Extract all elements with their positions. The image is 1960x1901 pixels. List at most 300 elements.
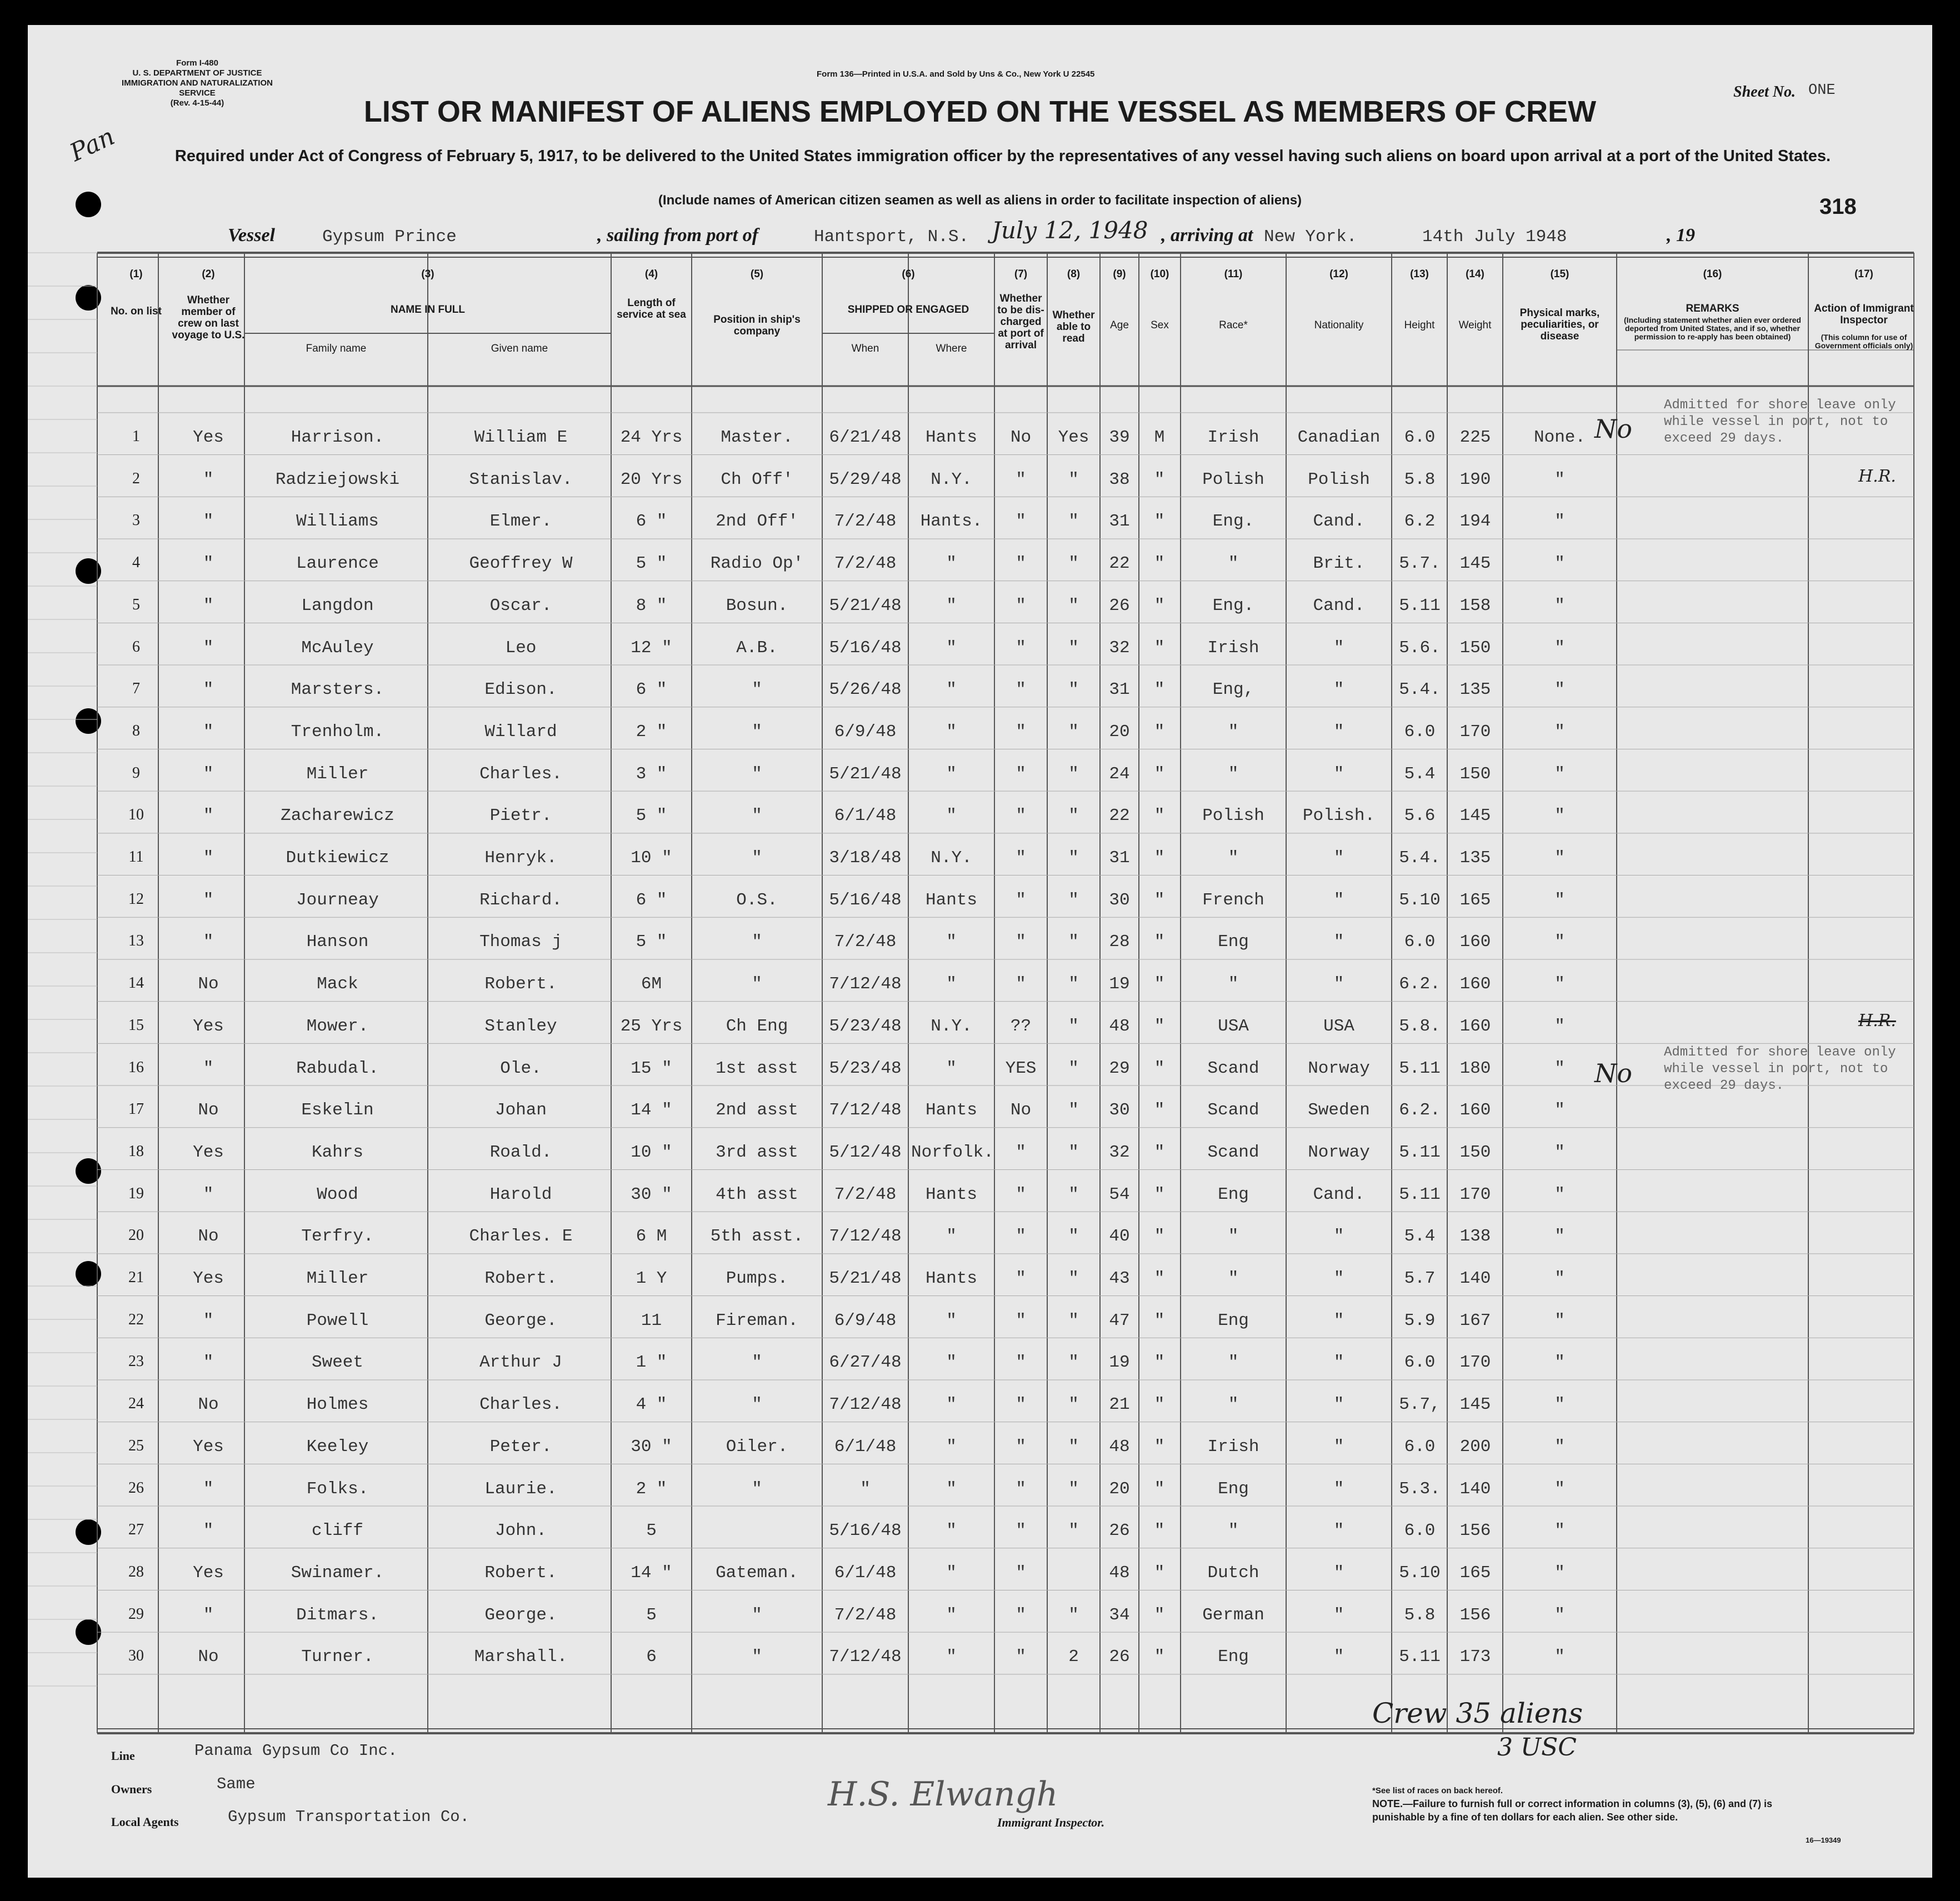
cell-age: 31 <box>1109 848 1130 868</box>
cell-given: Robert. <box>484 1269 557 1288</box>
cell-position: " <box>752 1395 762 1415</box>
inspector-initials: H.R. <box>1858 467 1896 486</box>
cell-nat: " <box>1333 890 1344 910</box>
cell-weight: 135 <box>1459 680 1491 700</box>
cell-nat: Norway <box>1308 1058 1370 1078</box>
cell-when: 5/16/48 <box>829 890 902 910</box>
cell-no: 25 <box>128 1437 144 1454</box>
cell-prev: " <box>203 554 214 574</box>
cell-disch: " <box>1016 1605 1026 1625</box>
cell-prev: " <box>203 1184 214 1204</box>
cell-prev: Yes <box>193 1269 224 1288</box>
col-read: Whether able to read <box>1052 309 1095 344</box>
cell-race: Eng <box>1218 932 1249 952</box>
cell-read: " <box>1068 1605 1079 1625</box>
col-num: (12) <box>1329 268 1348 280</box>
cell-read: " <box>1068 469 1079 489</box>
cell-prev: " <box>203 1521 214 1541</box>
col-num: (16) <box>1703 268 1722 280</box>
cell-no: 13 <box>128 932 144 950</box>
line-value: Panama Gypsum Co Inc. <box>194 1742 398 1760</box>
cell-disch: " <box>1016 890 1026 910</box>
cell-no: 10 <box>128 806 144 824</box>
cell-where: " <box>946 1353 957 1373</box>
col-remarks-sub: (Including statement whether alien ever ordered deported from United States, and if so, whether permission to re-apply has been obtained) <box>1624 316 1801 341</box>
cell-race: Irish <box>1207 638 1259 658</box>
col-num: (4) <box>644 268 658 280</box>
cell-family: Swinamer. <box>291 1563 384 1583</box>
cell-marks: " <box>1554 596 1565 616</box>
cell-nat: " <box>1333 722 1344 742</box>
cell-disch: " <box>1016 848 1026 868</box>
cell-nat: " <box>1333 1395 1344 1415</box>
cell-family: Marsters. <box>291 680 384 700</box>
cell-weight: 145 <box>1459 1395 1491 1415</box>
cell-position: " <box>752 722 762 742</box>
cell-weight: 140 <box>1459 1269 1491 1288</box>
cell-given: Pietr. <box>489 806 552 826</box>
cell-sex: " <box>1154 806 1165 826</box>
cell-no: 30 <box>128 1647 144 1665</box>
cell-prev: Yes <box>193 1142 224 1162</box>
cell-sex: " <box>1154 1184 1165 1204</box>
cell-prev: " <box>203 1353 214 1373</box>
cell-given: Stanley <box>484 1016 557 1036</box>
cell-disch: " <box>1016 512 1026 532</box>
cell-race: " <box>1228 1269 1239 1288</box>
revision: (Rev. 4-15-44) <box>170 98 224 108</box>
cell-height: 5.11 <box>1399 1647 1441 1667</box>
cell-prev: " <box>203 932 214 952</box>
cell-height: 6.2. <box>1399 974 1441 994</box>
cell-age: 26 <box>1109 1647 1130 1667</box>
cell-given: William E <box>474 428 568 447</box>
cell-where: " <box>946 764 957 784</box>
cell-race: " <box>1228 1227 1239 1247</box>
cell-when: 5/29/48 <box>829 469 902 489</box>
cell-age: 21 <box>1109 1395 1130 1415</box>
cell-when: 5/12/48 <box>829 1142 902 1162</box>
cell-sex: " <box>1154 1647 1165 1667</box>
cell-service: 12 " <box>631 638 672 658</box>
cell-no: 4 <box>132 554 140 572</box>
cell-given: George. <box>484 1310 557 1330</box>
col-num: (9) <box>1113 268 1126 280</box>
cell-nat: " <box>1333 1647 1344 1667</box>
sheet-number: ONE <box>1808 82 1836 99</box>
col-shipped: SHIPPED OR ENGAGED <box>847 304 969 316</box>
cell-service: 2 " <box>636 722 667 742</box>
cell-no: 14 <box>128 974 144 992</box>
crew-note-2: 3 USC <box>1497 1733 1577 1762</box>
cell-given: Robert. <box>484 1563 557 1583</box>
cell-family: Langdon <box>301 596 374 616</box>
cell-sex: " <box>1154 974 1165 994</box>
cell-when: 6/27/48 <box>829 1353 902 1373</box>
cell-prev: No <box>198 1227 219 1247</box>
cell-when: 6/21/48 <box>829 428 902 447</box>
cell-prev: " <box>203 469 214 489</box>
cell-prev: No <box>198 1100 219 1120</box>
cell-given: Robert. <box>484 974 557 994</box>
cell-weight: 170 <box>1459 722 1491 742</box>
col-num: (17) <box>1854 268 1873 280</box>
cell-family: Terfry. <box>301 1227 374 1247</box>
cell-age: 48 <box>1109 1016 1130 1036</box>
cell-where: " <box>946 806 957 826</box>
cell-height: 5.6 <box>1404 806 1436 826</box>
cell-weight: 150 <box>1459 1142 1491 1162</box>
cell-nat: USA <box>1323 1016 1354 1036</box>
cell-sex: " <box>1154 1605 1165 1625</box>
cell-marks: " <box>1554 1058 1565 1078</box>
cell-when: 5/21/48 <box>829 1269 902 1288</box>
cell-service: 5 <box>646 1521 657 1541</box>
cell-no: 21 <box>128 1269 144 1286</box>
cell-read: " <box>1068 722 1079 742</box>
cell-age: 24 <box>1109 764 1130 784</box>
col-nationality: Nationality <box>1314 319 1364 331</box>
cell-service: 10 " <box>631 1142 672 1162</box>
cell-weight: 165 <box>1459 890 1491 910</box>
cell-sex: " <box>1154 1353 1165 1373</box>
cell-given: Roald. <box>489 1142 552 1162</box>
cell-family: Mack <box>317 974 358 994</box>
print-code: 16—19349 <box>1806 1836 1841 1844</box>
department: U. S. DEPARTMENT OF JUSTICE <box>132 68 262 78</box>
cell-service: 6 " <box>636 890 667 910</box>
cell-nat: Norway <box>1308 1142 1370 1162</box>
cell-sex: " <box>1154 890 1165 910</box>
cell-read: " <box>1068 1100 1079 1120</box>
inspector-label: Immigrant Inspector. <box>997 1815 1105 1829</box>
cell-weight: 150 <box>1459 764 1491 784</box>
cell-no: 29 <box>128 1605 144 1623</box>
cell-read: " <box>1068 1016 1079 1036</box>
cell-height: 6.2 <box>1404 512 1436 532</box>
cell-sex: " <box>1154 1100 1165 1120</box>
col-physical-marks: Physical marks, peculiarities, or disease <box>1519 307 1600 342</box>
cell-age: 30 <box>1109 890 1130 910</box>
cell-where: " <box>946 722 957 742</box>
cell-prev: " <box>203 1310 214 1330</box>
cell-race: Eng <box>1218 1184 1249 1204</box>
cell-service: 6 <box>646 1647 657 1667</box>
cell-nat: Canadian <box>1297 428 1381 447</box>
cell-family: cliff <box>311 1521 363 1541</box>
cell-read: " <box>1068 848 1079 868</box>
cell-read: " <box>1068 1142 1079 1162</box>
cell-where: " <box>946 1647 957 1667</box>
col-family-name: Family name <box>306 343 367 354</box>
cell-when: 5/26/48 <box>829 680 902 700</box>
cell-service: 11 <box>641 1310 662 1330</box>
cell-family: Trenholm. <box>291 722 384 742</box>
cell-height: 5.10 <box>1399 1563 1441 1583</box>
col-num: (6) <box>902 268 915 280</box>
cell-height: 5.11 <box>1399 596 1441 616</box>
cell-given: Johan <box>494 1100 547 1120</box>
cell-read: " <box>1068 806 1079 826</box>
cell-marks: " <box>1554 1016 1565 1036</box>
cell-nat: Polish. <box>1302 806 1376 826</box>
cell-nat: Cand. <box>1313 512 1365 532</box>
cell-nat: " <box>1333 932 1344 952</box>
cell-family: Radziejowski <box>275 469 400 489</box>
cell-when: 5/23/48 <box>829 1058 902 1078</box>
cell-when: 5/16/48 <box>829 1521 902 1541</box>
cell-nat: " <box>1333 1563 1344 1583</box>
cell-marks: " <box>1554 1563 1565 1583</box>
page-title: LIST OR MANIFEST OF ALIENS EMPLOYED ON THE VESSEL AS MEMBERS OF CREW <box>363 95 1597 128</box>
remark-mark-1: No <box>1594 414 1632 444</box>
col-action-sub: (This column for use of Government officials only) <box>1814 333 1913 350</box>
cell-weight: 156 <box>1459 1605 1491 1625</box>
cell-nat: " <box>1333 638 1344 658</box>
cell-prev: " <box>203 1479 214 1499</box>
inspector-signature: H.S. Elwangh <box>828 1775 1058 1814</box>
cell-given: Henryk. <box>484 848 557 868</box>
cell-age: 19 <box>1109 974 1130 994</box>
cell-position: Pumps. <box>726 1269 788 1288</box>
cell-position: " <box>752 680 762 700</box>
cell-where: Hants <box>925 428 977 447</box>
cell-disch: " <box>1016 680 1026 700</box>
form-number: Form I-480 <box>176 58 218 68</box>
owners-value: Same <box>217 1775 256 1793</box>
cell-marks: " <box>1554 680 1565 700</box>
cell-nat: " <box>1333 1227 1344 1247</box>
cell-sex: " <box>1154 1310 1165 1330</box>
cell-position: " <box>752 1647 762 1667</box>
cell-no: 6 <box>132 638 140 656</box>
cell-sex: " <box>1154 1395 1165 1415</box>
cell-sex: M <box>1154 428 1165 447</box>
cell-family: Rabudal. <box>296 1058 379 1078</box>
cell-read: " <box>1068 1227 1079 1247</box>
cell-no: 2 <box>132 469 140 487</box>
cell-no: 26 <box>128 1479 144 1497</box>
manifest-sheet <box>28 25 1932 1878</box>
cell-nat: " <box>1333 1605 1344 1625</box>
cell-disch: " <box>1016 1395 1026 1415</box>
cell-marks: " <box>1554 1100 1565 1120</box>
cell-given: Geoffrey W <box>469 554 573 574</box>
cell-position: " <box>752 1479 762 1499</box>
cell-read: " <box>1068 554 1079 574</box>
cell-given: Laurie. <box>484 1479 557 1499</box>
cell-disch: " <box>1016 1563 1026 1583</box>
cell-disch: " <box>1016 554 1026 574</box>
cell-age: 26 <box>1109 1521 1130 1541</box>
cell-sex: " <box>1154 1016 1165 1036</box>
cell-position: " <box>752 1353 762 1373</box>
cell-prev: " <box>203 848 214 868</box>
cell-marks: " <box>1554 764 1565 784</box>
cell-height: 6.0 <box>1404 932 1436 952</box>
cell-where: " <box>946 1521 957 1541</box>
cell-marks: " <box>1554 1521 1565 1541</box>
cell-prev: " <box>203 890 214 910</box>
cell-prev: " <box>203 1058 214 1078</box>
cell-weight: 200 <box>1459 1437 1491 1457</box>
agents-label: Local Agents <box>111 1815 179 1829</box>
cell-where: " <box>946 974 957 994</box>
cell-sex: " <box>1154 596 1165 616</box>
cell-when: 6/9/48 <box>834 1310 897 1330</box>
cell-family: Harrison. <box>291 428 384 447</box>
cell-family: Miller <box>306 1269 369 1288</box>
cell-weight: 160 <box>1459 1100 1491 1120</box>
cell-sex: " <box>1154 722 1165 742</box>
cell-disch: " <box>1016 1142 1026 1162</box>
cell-age: 22 <box>1109 806 1130 826</box>
cell-nat: " <box>1333 1521 1344 1541</box>
cell-sex: " <box>1154 554 1165 574</box>
cell-disch: " <box>1016 932 1026 952</box>
cell-age: 40 <box>1109 1227 1130 1247</box>
cell-position: " <box>752 1605 762 1625</box>
cell-age: 32 <box>1109 638 1130 658</box>
cell-service: 10 " <box>631 848 672 868</box>
cell-height: 5.7 <box>1404 1269 1436 1288</box>
cell-prev: " <box>203 596 214 616</box>
cell-position: O.S. <box>736 890 778 910</box>
cell-service: 1 " <box>636 1353 667 1373</box>
cell-position: 2nd asst <box>716 1100 798 1120</box>
cell-marks: " <box>1554 1353 1565 1373</box>
cell-family: Keeley <box>306 1437 369 1457</box>
cell-race: " <box>1228 722 1239 742</box>
cell-marks: " <box>1554 1395 1565 1415</box>
cell-read: " <box>1068 1353 1079 1373</box>
cell-given: Arthur J <box>479 1353 562 1373</box>
arriving-port: New York. <box>1264 227 1357 247</box>
cell-service: 5 <box>646 1605 657 1625</box>
cell-height: 5.11 <box>1399 1184 1441 1204</box>
cell-age: 20 <box>1109 722 1130 742</box>
cell-service: 30 " <box>631 1437 672 1457</box>
cell-no: 24 <box>128 1395 144 1413</box>
cell-age: 31 <box>1109 512 1130 532</box>
sailing-port: Hantsport, N.S. <box>814 227 969 247</box>
col-num: (1) <box>129 268 143 280</box>
cell-read: " <box>1068 890 1079 910</box>
cell-height: 5.3. <box>1399 1479 1441 1499</box>
cell-service: 5 " <box>636 554 667 574</box>
cell-family: Dutkiewicz <box>286 848 389 868</box>
cell-prev: " <box>203 722 214 742</box>
col-where: Where <box>936 343 967 354</box>
cell-nat: " <box>1333 680 1344 700</box>
col-no-on-list: No. on list <box>111 306 162 317</box>
cell-position: Oiler. <box>726 1437 788 1457</box>
cell-disch: " <box>1016 1437 1026 1457</box>
cell-marks: " <box>1554 1479 1565 1499</box>
col-weight: Weight <box>1458 319 1492 331</box>
cell-height: 5.8 <box>1404 1605 1436 1625</box>
cell-read: " <box>1068 1479 1079 1499</box>
cell-where: " <box>946 1479 957 1499</box>
cell-height: 5.8. <box>1399 1016 1441 1036</box>
cell-marks: " <box>1554 1269 1565 1288</box>
cell-marks: " <box>1554 1184 1565 1204</box>
cell-position: 3rd asst <box>716 1142 798 1162</box>
sailing-label: , sailing from port of <box>597 225 758 246</box>
cell-weight: 190 <box>1459 469 1491 489</box>
year-label: , 19 <box>1667 225 1695 246</box>
cell-nat: Sweden <box>1308 1100 1370 1120</box>
cell-position: Master. <box>721 428 793 447</box>
cell-prev: " <box>203 1605 214 1625</box>
races-note: *See list of races on back hereof. <box>1372 1786 1503 1795</box>
cell-nat: " <box>1333 1437 1344 1457</box>
cell-when: 5/23/48 <box>829 1016 902 1036</box>
cell-age: 39 <box>1109 428 1130 447</box>
cell-weight: 156 <box>1459 1521 1491 1541</box>
cell-prev: No <box>198 1647 219 1667</box>
sheet-label: Sheet No. <box>1733 83 1796 101</box>
cell-age: 29 <box>1109 1058 1130 1078</box>
cell-where: " <box>946 1058 957 1078</box>
cell-position: " <box>752 932 762 952</box>
cell-given: Richard. <box>479 890 562 910</box>
col-num: (2) <box>202 268 215 280</box>
col-num: (10) <box>1150 268 1169 280</box>
cell-where: " <box>946 1605 957 1625</box>
cell-read: " <box>1068 1310 1079 1330</box>
cell-height: 5.11 <box>1399 1142 1441 1162</box>
cell-service: 24 Yrs <box>620 428 683 447</box>
cell-service: 5 " <box>636 932 667 952</box>
cell-family: Mower. <box>306 1016 369 1036</box>
col-given-name: Given name <box>491 343 548 354</box>
cell-family: Folks. <box>306 1479 369 1499</box>
cell-weight: 150 <box>1459 638 1491 658</box>
cell-position: " <box>752 764 762 784</box>
cell-race: USA <box>1218 1016 1249 1036</box>
cell-where: Norfolk. <box>911 1142 994 1162</box>
cell-age: 34 <box>1109 1605 1130 1625</box>
crew-note: Crew 35 aliens <box>1372 1697 1583 1729</box>
cell-read: " <box>1068 1058 1079 1078</box>
cell-height: 5.8 <box>1404 469 1436 489</box>
cell-service: 25 Yrs <box>620 1016 683 1036</box>
cell-where: " <box>946 680 957 700</box>
cell-where: N.Y. <box>931 848 972 868</box>
cell-disch: " <box>1016 1310 1026 1330</box>
cell-sex: " <box>1154 1521 1165 1541</box>
cell-given: Marshall. <box>474 1647 568 1667</box>
cell-height: 5.4. <box>1399 680 1441 700</box>
cell-race: " <box>1228 554 1239 574</box>
cell-race: Dutch <box>1207 1563 1259 1583</box>
cell-sex: " <box>1154 932 1165 952</box>
cell-service: 5 " <box>636 806 667 826</box>
remark-row-16: Admitted for shore leave only while vessel in port, not to exceed 29 days. <box>1664 1045 1896 1093</box>
col-height: Height <box>1404 319 1435 331</box>
col-position: Position in ship's company <box>713 314 801 337</box>
cell-where: " <box>946 1227 957 1247</box>
cell-sex: " <box>1154 1227 1165 1247</box>
cell-disch: ?? <box>1010 1016 1032 1036</box>
cell-no: 19 <box>128 1184 144 1202</box>
cell-no: 20 <box>128 1227 144 1244</box>
cell-prev: " <box>203 764 214 784</box>
cell-position: Bosun. <box>726 596 788 616</box>
line-label: Line <box>111 1749 135 1763</box>
subtitle: Required under Act of Congress of February 5, 1917, to be delivered to the United States immigration officer by the representatives of any vessel having such aliens on board upon arrival at a port of the United States. <box>174 147 1831 165</box>
